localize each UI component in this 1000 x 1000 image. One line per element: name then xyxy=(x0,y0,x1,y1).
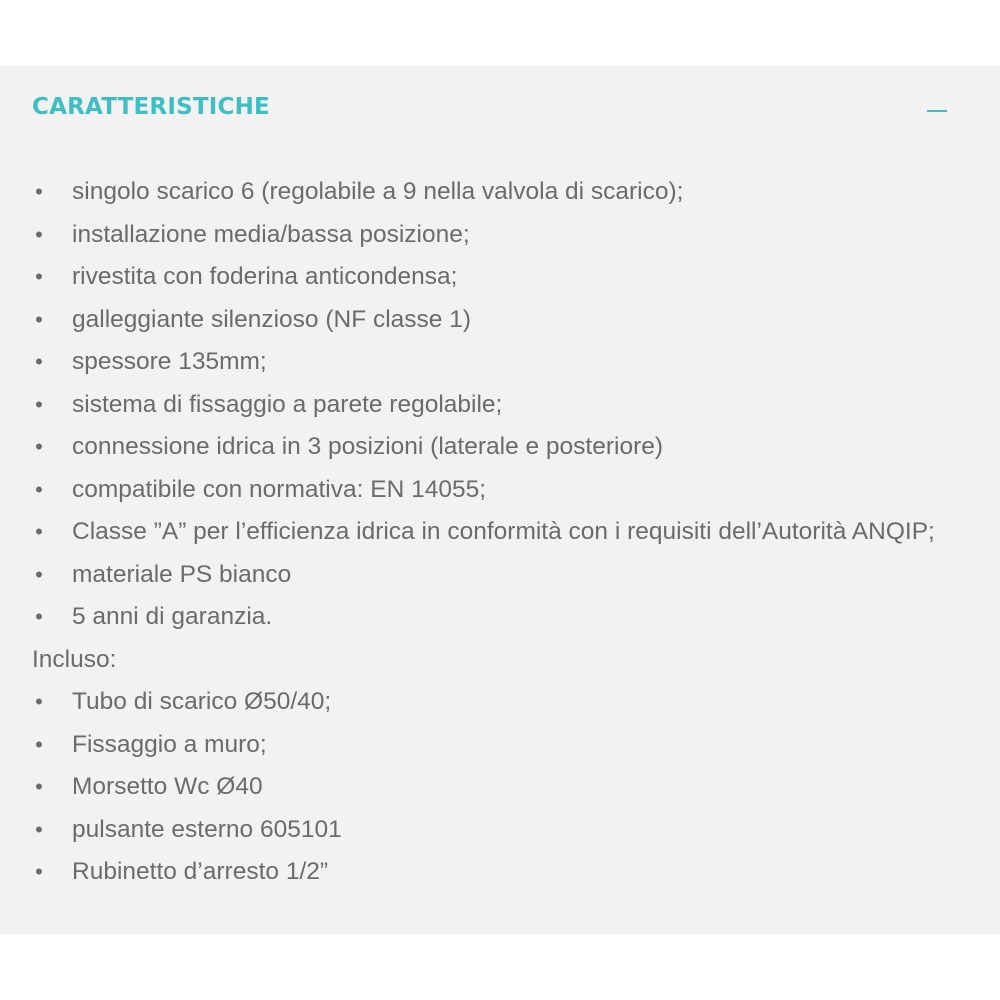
bullet-icon xyxy=(32,511,72,554)
bullet-icon xyxy=(32,341,72,384)
bullet-icon xyxy=(32,724,72,767)
accordion-panel xyxy=(0,66,1000,934)
list-item: •spessore 135mm; xyxy=(32,341,962,384)
accordion-content xyxy=(32,171,962,894)
list-item: •compatibile con normativa: EN 14055; xyxy=(32,469,962,512)
list-item: •Tubo di scarico Ø50/40; xyxy=(32,681,962,724)
minus-icon[interactable] xyxy=(927,110,947,112)
bullet-icon xyxy=(32,554,72,597)
bullet-icon xyxy=(32,256,72,299)
bullet-icon xyxy=(32,766,72,809)
bullet-icon xyxy=(32,851,72,894)
list-item: •Rubinetto d’arresto 1/2” xyxy=(32,851,962,894)
list-item: •Morsetto Wc Ø40 xyxy=(32,766,962,809)
accordion-title[interactable]: CARATTERISTICHE xyxy=(32,94,270,120)
features-list xyxy=(32,171,962,639)
collapse-toggle-button[interactable] xyxy=(920,94,954,128)
bullet-icon xyxy=(32,214,72,257)
list-item: •Fissaggio a muro; xyxy=(32,724,962,767)
list-item: •Classe ”A” per l’efficienza idrica in conformità con i requisiti dell’Autorità ANQIP; xyxy=(32,511,962,554)
accordion-header[interactable] xyxy=(0,66,1000,156)
list-item: •sistema di fissaggio a parete regolabile; xyxy=(32,384,962,427)
bullet-icon xyxy=(32,299,72,342)
list-item: •rivestita con foderina anticondensa; xyxy=(32,256,962,299)
list-item: •5 anni di garanzia. xyxy=(32,596,962,639)
list-item: •pulsante esterno 605101 xyxy=(32,809,962,852)
list-item: •singolo scarico 6 (regolabile a 9 nella valvola di scarico); xyxy=(32,171,962,214)
bullet-icon xyxy=(32,384,72,427)
bullet-icon xyxy=(32,809,72,852)
list-item: •materiale PS bianco xyxy=(32,554,962,597)
bullet-icon xyxy=(32,171,72,214)
list-item: •installazione media/bassa posizione; xyxy=(32,214,962,257)
bullet-icon xyxy=(32,426,72,469)
included-list xyxy=(32,681,962,894)
bullet-icon xyxy=(32,469,72,512)
bullet-icon xyxy=(32,596,72,639)
bullet-icon xyxy=(32,681,72,724)
list-item: •connessione idrica in 3 posizioni (laterale e posteriore) xyxy=(32,426,962,469)
list-item: •galleggiante silenzioso (NF classe 1) xyxy=(32,299,962,342)
included-label: Incluso: xyxy=(32,645,117,673)
